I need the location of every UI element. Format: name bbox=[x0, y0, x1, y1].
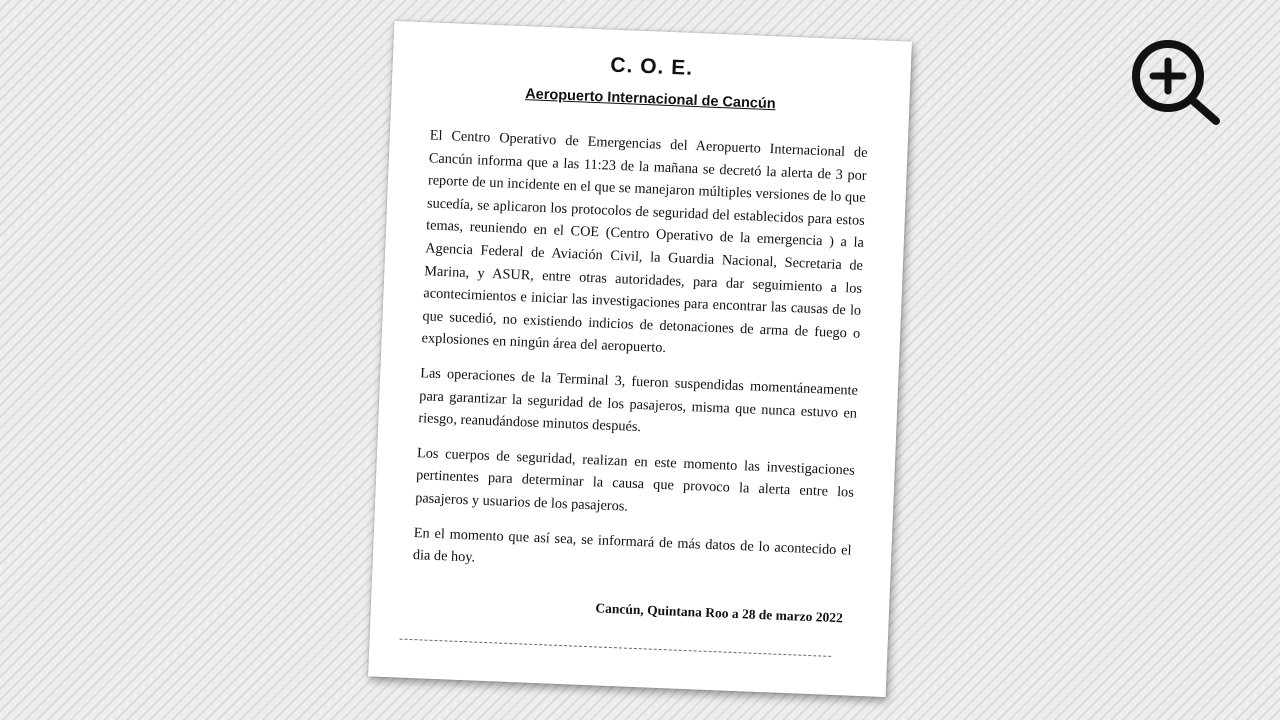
paragraph-1: El Centro Operativo de Emergencias del Aeropuerto Internacional de Cancún informa que a las 11:23 de la mañana se decretó la alerta de 3 por reporte de un incidente en el que se manejaron múltiples versiones de lo que sucedía, se aplicaron los protocolos de seguridad del establecidos para estos temas, reuniendo en el COE (Centro Operativo de la emergencia ) a la Agencia Federal de Aviación Civil, la Guardia Nacional, Secretaria de Marina, y ASUR, entre otras autoridades, para dar seguimiento a los acontecimientos e iniciar las investigaciones para encontrar las causas de lo que sucedió, no existiendo indicios de detonaciones de arma de fuego o explosiones en ningún área del aeropuerto. bbox=[421, 127, 868, 357]
paragraph-4: En el momento que así sea, se informará de más datos de lo acontecido el dia de hoy. bbox=[412, 524, 852, 566]
document-signature: Cancún, Quintana Roo a 28 de marzo 2022 bbox=[595, 600, 844, 626]
document-page bbox=[368, 21, 912, 697]
zoom-in-button[interactable] bbox=[1128, 36, 1226, 128]
document-title: C. O. E. bbox=[609, 53, 694, 80]
paragraph-2: Las operaciones de la Terminal 3, fueron suspendidas momentáneamente para garantizar la seguridad de los pasajeros, misma que nunca estuvo en riesgo, reanudándose minutos después. bbox=[418, 365, 859, 436]
footer-divider bbox=[400, 639, 832, 657]
paragraph-3: Los cuerpos de seguridad, realizan en este momento las investigaciones pertinentes para determinar la causa que provoco la alerta entre los pasajeros y usuarios de los pasajeros. bbox=[414, 444, 856, 515]
document-subtitle: Aeropuerto Internacional de Cancún bbox=[524, 86, 776, 113]
zoom-in-icon bbox=[1128, 36, 1226, 128]
document-body bbox=[412, 124, 867, 584]
